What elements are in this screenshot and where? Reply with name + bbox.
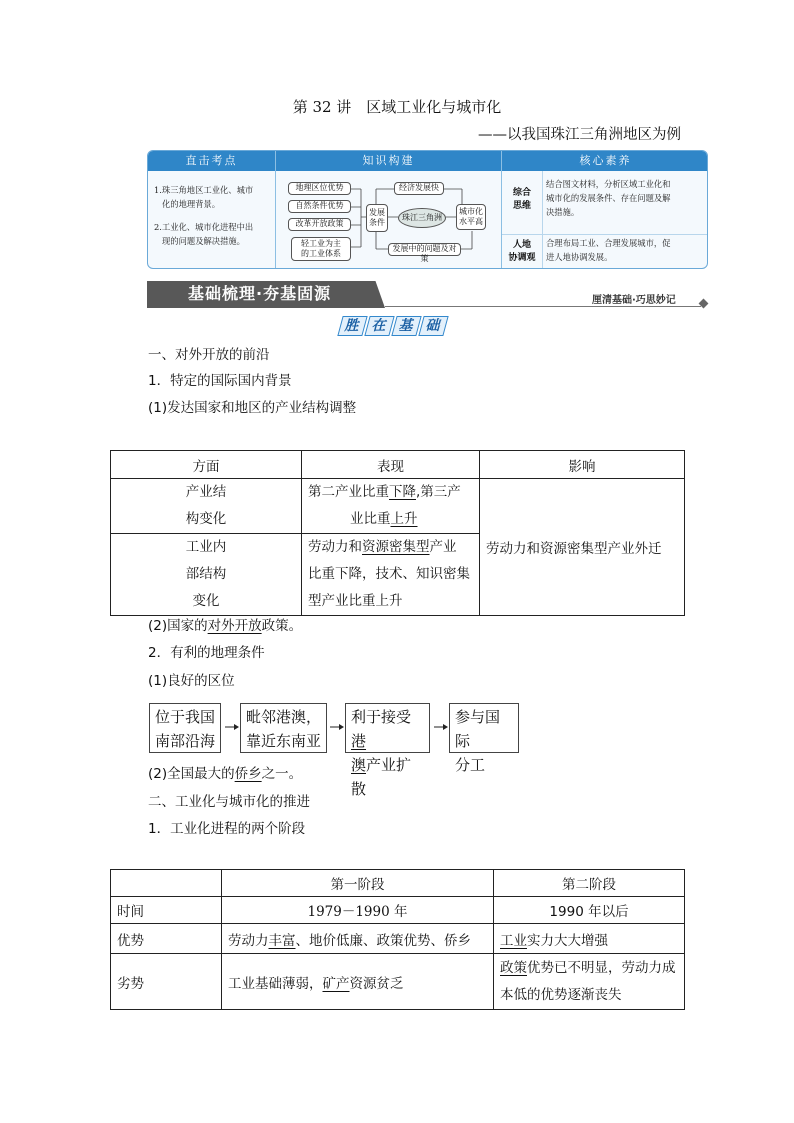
mindmap-node: 经济发展快 <box>394 182 444 195</box>
section-heading: 二、工业化与城市化的推进 <box>148 794 310 810</box>
table-cell: 工业实力大大增强 <box>494 924 685 954</box>
kaodian-line: 1.珠三角地区工业化、城市 <box>154 185 254 195</box>
table-cell: 劳动力和资源密集型产业 比重下降，技术、知识密集 型产业比重上升 <box>302 534 480 616</box>
table-header: 影响 <box>480 451 685 479</box>
core-text-line: 城市化的发展条件、存在问题及解 <box>546 193 671 203</box>
tag-char: 础 <box>418 316 448 336</box>
table-cell: 1979－1990 年 <box>222 897 494 924</box>
core-text-line: 结合图文材料，分析区域工业化和 <box>546 179 671 189</box>
col-header-zhishi: 知识构建 <box>276 151 501 171</box>
table-header: 第二阶段 <box>494 870 685 897</box>
table-cell: 产业结 构变化 <box>111 479 302 534</box>
section-heading: 一、对外开放的前沿 <box>148 347 270 363</box>
table-header: 方面 <box>111 451 302 479</box>
arrow-right-icon <box>225 723 239 731</box>
col-header-kaodian: 直击考点 <box>148 151 275 171</box>
flow-box: 利于接受港 澳产业扩散 <box>345 703 430 753</box>
subsection-tag <box>340 316 446 338</box>
paragraph: (1)良好的区位 <box>148 673 235 689</box>
col-header-suyang: 核心素养 <box>502 151 708 171</box>
core-text-line: 进人地协调发展。 <box>546 252 613 262</box>
table-header: 第一阶段 <box>222 870 494 897</box>
mindmap-node: 发展中的问题及对策 <box>388 243 461 256</box>
subsection-heading: 2．有利的地理条件 <box>148 645 265 661</box>
core-text-line: 合理布局工业、合理发展城市，促 <box>546 238 671 248</box>
banner-divider <box>385 306 701 307</box>
mindmap-node-conditions: 发展 条件 <box>366 204 388 232</box>
table-cell: 工业内 部结构 变化 <box>111 534 302 616</box>
mindmap-node: 自然条件优势 <box>288 200 351 213</box>
kaodian-line: 2.工业化、城市化进程中出 <box>154 222 254 232</box>
page-subtitle: ——以我国珠江三角洲地区为例 <box>478 127 681 143</box>
industrialization-stages-table <box>110 869 685 1010</box>
table-row-label: 优势 <box>111 924 222 954</box>
core-label-rendi: 人地 协调观 <box>508 240 536 263</box>
table-header: 表现 <box>302 451 480 479</box>
tag-char: 在 <box>364 316 394 336</box>
table-row-label: 时间 <box>111 897 222 924</box>
flow-box: 毗邻港澳， 靠近东南亚 <box>240 703 327 753</box>
mindmap-node: 轻工业为主 的工业体系 <box>291 237 351 261</box>
mindmap-center-node: 珠江三角洲 <box>398 208 446 228</box>
table-row-label: 劣势 <box>111 954 222 1010</box>
kaodian-line: 化的地理背景。 <box>162 199 221 209</box>
banner-slogan: 厘清基础·巧思妙记 <box>592 295 676 306</box>
arrow-right-icon <box>434 723 448 731</box>
core-text-line: 决措施。 <box>546 207 580 217</box>
table-cell: 劳动力丰富、地价低廉、政策优势、侨乡 <box>222 924 494 954</box>
industry-structure-table <box>110 450 685 616</box>
table-cell: 工业基础薄弱，矿产资源贫乏 <box>222 954 494 1010</box>
page-title: 第 32 讲 区域工业化与城市化 <box>292 98 502 116</box>
subsection-heading: 1．特定的国际国内背景 <box>148 373 292 389</box>
subsection-heading: 1．工业化进程的两个阶段 <box>148 821 306 837</box>
paragraph: (2)国家的对外开放政策。 <box>148 618 303 634</box>
tag-char: 基 <box>391 316 421 336</box>
kaodian-line: 现的问题及解决措施。 <box>162 236 245 246</box>
flow-box: 位于我国 南部沿海 <box>149 703 221 753</box>
arrow-right-icon <box>330 723 344 731</box>
core-label-zonghe: 综合 思维 <box>512 188 531 211</box>
paragraph: (2)全国最大的侨乡之一。 <box>148 766 303 782</box>
table-cell: 第二产业比重下降,第三产 业比重上升 <box>302 479 480 534</box>
table-cell: 1990 年以后 <box>494 897 685 924</box>
lesson-summary-box <box>147 150 708 269</box>
tag-char: 胜 <box>337 316 367 336</box>
flow-box: 参与国际 分工 <box>449 703 519 753</box>
mindmap-node: 城市化 水平高 <box>456 204 486 230</box>
mindmap-node: 地理区位优势 <box>288 182 351 195</box>
table-cell-impact: 劳动力和资源密集型产业外迁 <box>480 479 685 616</box>
section-banner-title: 基础梳理·夯基固源 <box>188 284 332 303</box>
paragraph: (1)发达国家和地区的产业结构调整 <box>148 400 357 416</box>
mindmap-node: 改革开放政策 <box>288 218 351 231</box>
table-header <box>111 870 222 897</box>
table-cell: 政策优势已不明显，劳动力成 本低的优势逐渐丧失 <box>494 954 685 1010</box>
